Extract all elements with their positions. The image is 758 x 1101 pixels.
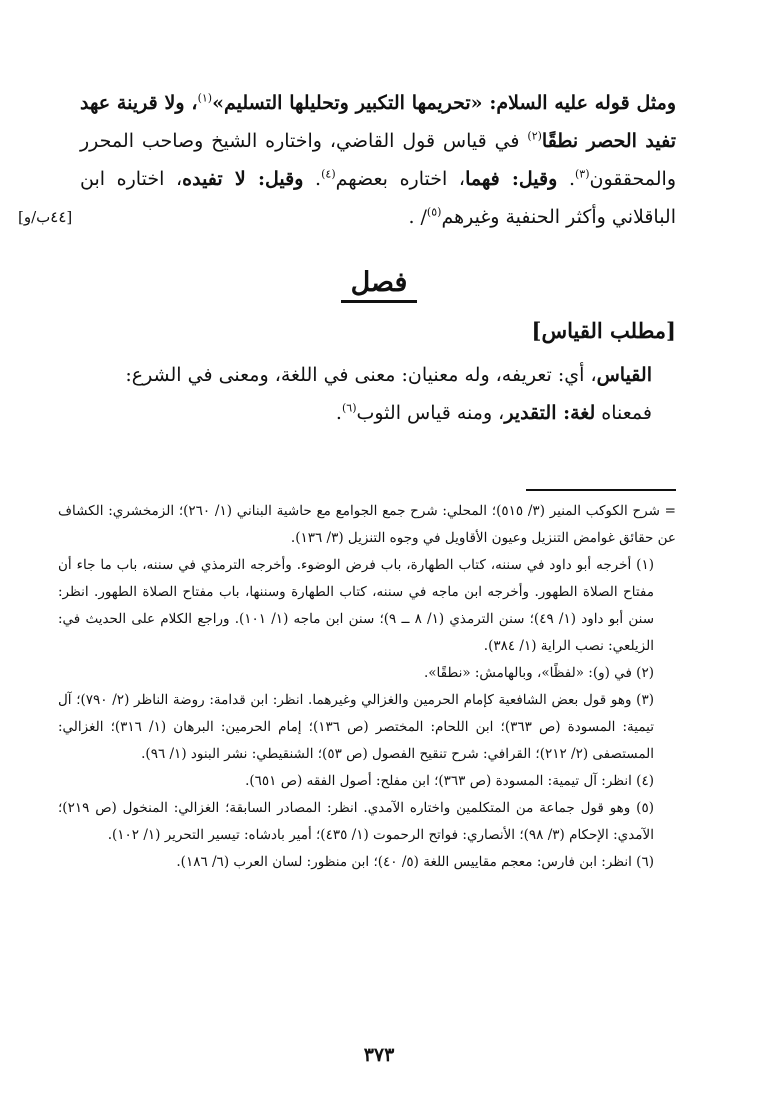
- footnote-ref-5[interactable]: (٥): [426, 205, 442, 219]
- footnote-ref-6[interactable]: (٦): [341, 401, 357, 415]
- linguistic-end: .: [335, 402, 342, 424]
- footnote-4: (٤) انظر: آل تيمية: المسودة (ص ٣٦٣)؛ ابن مفلح: أصول الفقه (ص ٦٥١).: [245, 773, 654, 789]
- hadith-quote: تحريمها التكبير وتحليلها التسليم: [223, 92, 471, 114]
- qiyas-definition: ، أي: تعريفه، وله معنيان: معنى في اللغة، ومعنى في الشرع:: [125, 364, 597, 386]
- linguistic-text: ، ومنه قياس الثوب: [356, 402, 505, 424]
- footnote-ref-2[interactable]: (٢): [527, 129, 542, 143]
- quote-close: »: [212, 92, 224, 114]
- text-5: .: [303, 168, 322, 190]
- footnotes-block: [58, 498, 676, 876]
- text-4: ، اختاره بعضهم: [335, 168, 466, 190]
- page-number: ٣٧٣: [363, 1044, 395, 1066]
- footnote-1: (١) أخرجه أبو داود في سننه، كتاب الطهارة، باب فرض الوضوء. وأخرجه الترمذي في سننه، باب ما جاء أن مفتاح الصلاة الطهور. وأخرجه ابن ماجه في سننه، كتاب الطهارة وسننها، باب مفتاح الصلاة الطهور. انظر: سنن أبو داود (١/ ٤٩)؛ سنن الترمذي (١/ ٨ ــ ٩)؛ سنن ابن ماجه (١/ ١٠١). وراجع الكلام على الحديث في: الزيلعي: نصب الراية (١/ ٣٨٤).: [58, 557, 655, 654]
- text-mid: ، ولا: [157, 92, 198, 114]
- footnote-ref-4[interactable]: (٤): [321, 167, 336, 181]
- manuscript-folio-ref: [٤٤ب/و]: [18, 208, 73, 226]
- footnote-6: (٦) انظر: ابن فارس: معجم مقاييس اللغة (٥/ ٤٠)؛ ابن منظور: لسان العرب (٦/ ١٨٦).: [176, 854, 654, 870]
- term-qiyas: القياس: [596, 364, 652, 386]
- footnote-ref-1[interactable]: (١): [197, 91, 213, 105]
- text-6: ، اختاره ابن الباقلاني وأكثر الحنفية وغيرهم: [80, 168, 676, 228]
- footnote-divider: [526, 489, 676, 491]
- text-bold-3: وقيل: فهما: [465, 168, 558, 190]
- section-subtitle: [مطلب القياس]: [531, 318, 676, 343]
- text-lead: ومثل قوله عليه السلام: «: [470, 92, 676, 114]
- main-paragraph: [80, 84, 676, 236]
- footnote-continued: = شرح الكوكب المنير (٣/ ٥١٥)؛ المحلي: شرح جمع الجوامع مع حاشية البناني (١/ ٢٦٠)؛ الزمخشري: الكشاف عن حقائق غوامض التنزيل وعيون الأقاويل في وجوه التنزيل (٣/ ١٣٦).: [58, 503, 676, 546]
- definition-paragraphs: [80, 356, 676, 432]
- footnote-ref-3[interactable]: (٣): [575, 167, 590, 181]
- footnote-2: (٢) في (و): «لفظًا»، وبالهامش: «نطقًا».: [424, 665, 654, 681]
- footnote-5: (٥) وهو قول جماعة من المتكلمين واختاره الآمدي. انظر: المصادر السابقة؛ الغزالي: المنخول (ص ٢١٩)؛ الآمدي: الإحكام (٣/ ٩٨)؛ الأنصاري: فواتح الرحموت (١/ ٤٣٥)؛ أمير بادشاه: تيسير التحرير (١/ ١٠٢).: [58, 800, 654, 843]
- paragraph-linguistic: [80, 394, 676, 432]
- linguistic-lead: فمعناه: [595, 402, 652, 424]
- footnote-3: (٣) وهو قول بعض الشافعية كإمام الحرمين والغزالي وغيرهما. انظر: ابن قدامة: روضة الناظر (٢/ ٧٩٠)؛ آل تيمية: المسودة (ص ٣٦٣)؛ ابن اللحام: المختصر (ص ١٣٦)؛ إمام الحرمين: البرهان (١/ ٣١٦)؛ الغزالي: المستصفى (٢/ ٢١٢)؛ القرافي: شرح تنقيح الفصول (ص ٥٣)؛ الشنقيطي: نشر البنود (١/ ٩٦).: [58, 692, 655, 762]
- text-7: / .: [408, 206, 427, 228]
- text-bold-4: وقيل: لا تفيده: [182, 168, 304, 190]
- section-title-text: فصل: [341, 266, 418, 303]
- text-3: .: [557, 168, 575, 190]
- linguistic-term: لغة: التقدير: [504, 402, 596, 424]
- section-title: [0, 266, 758, 303]
- text-bold-2: قرينة عهد تفيد الحصر نطقًا: [80, 92, 676, 152]
- paragraph-qiyas: [80, 356, 676, 394]
- paragraph-hadith: [80, 84, 676, 236]
- text-2: في قياس قول القاضي، واختاره الشيخ وصاحب المحرر والمحققون: [80, 130, 676, 190]
